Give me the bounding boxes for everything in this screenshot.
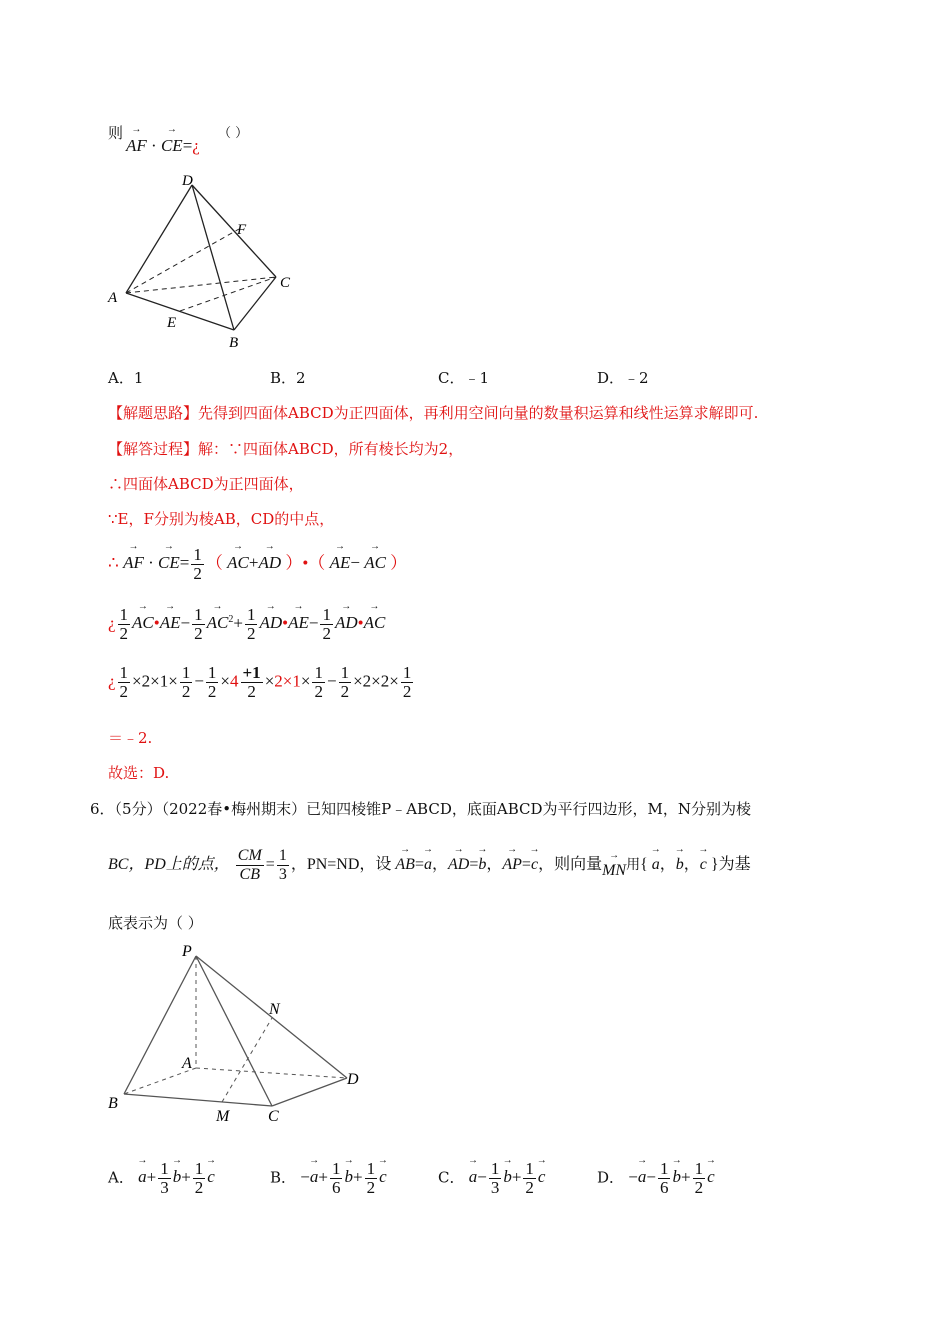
q6-option-d: D． −→ a− $\frac{1}{6}$ → b+ $\frac{1}{2}$ → c — [597, 1160, 715, 1197]
edge-BC — [124, 1094, 272, 1106]
label-D: D — [347, 1071, 359, 1088]
label-E: E — [167, 315, 177, 331]
q6-stem-line2-c: ，则向量 — [538, 856, 603, 874]
q5-result: ＝﹣2. — [108, 729, 153, 747]
label-A: A — [182, 1055, 192, 1072]
q6-option-b: B． −→ a+ $\frac{1}{6}$ → b+ $\frac{1}{2}$ → c — [270, 1160, 387, 1197]
label-C: C — [280, 275, 291, 291]
edge-AD-hidden — [196, 1068, 347, 1078]
q5-stem-expression: → AF · → CE=¿ — [126, 136, 200, 156]
label-M: M — [216, 1108, 230, 1125]
label-D: D — [182, 173, 193, 189]
q5-answer: 故选：D. — [108, 764, 170, 782]
label-C: C — [268, 1108, 279, 1125]
q5-option-d: D．﹣2 — [597, 369, 649, 387]
segment-AF — [126, 229, 239, 293]
idea-text: 先得到四面体ABCD为正四面体，再利用空间向量的数量积运算和线性运算求解即可. — [198, 404, 759, 422]
q6-pyramid-figure — [104, 938, 374, 1128]
label-A: A — [108, 290, 118, 306]
edge-AC-hidden — [126, 277, 276, 293]
edge-BC — [234, 277, 276, 330]
q5-solution-process — [108, 438, 463, 459]
edge-DB — [192, 185, 234, 330]
edge-AB — [126, 293, 234, 330]
q6-score: （5分） — [114, 800, 162, 818]
q5-line-regular: ∴四面体ABCD为正四面体， — [108, 475, 304, 493]
process-text: 解：∵四面体ABCD，所有棱长均为2， — [198, 440, 464, 458]
q5-tetrahedron-figure — [104, 170, 304, 355]
q6-option-a: A． → a+ $\frac{1}{3}$ → b+ $\frac{1}{2}$ → c — [108, 1160, 215, 1197]
q5-step-1: ∴ → AF · → CE= $\frac{1}{2}$ （ → AC+→ AD ）•（ → AE− → AC ） — [108, 546, 407, 583]
label-B: B — [108, 1095, 118, 1112]
q6-stem-line2-b: ，PN=ND，设 — [290, 856, 392, 874]
q5-step-3: ¿ $\frac{1}{2}$ ×2×1× $\frac{1}{2}$ − $\frac{1}{2}$ ×4 $\frac{+1}{2}$ ×2×1× $\frac{1}{2}$ − $\frac{1}{2}$ ×2×2× $\frac{1}{2}$ — [108, 663, 412, 701]
label-B: B — [229, 335, 239, 351]
q5-option-a: A．1 — [108, 369, 144, 387]
edge-CD — [272, 1078, 347, 1106]
q6-header — [90, 798, 751, 819]
label-N: N — [269, 1001, 280, 1018]
q5-option-c: C．﹣1 — [438, 369, 490, 387]
segment-MN — [222, 1018, 272, 1102]
q5-stem-paren: （ ） — [218, 126, 249, 141]
q6-target-vector: → MN — [602, 862, 626, 880]
idea-tag: 【解题思路】 — [108, 404, 199, 422]
edge-PC — [196, 956, 272, 1106]
q6-stem-line1: 已知四棱锥P﹣ABCD，底面ABCD为平行四边形，M，N分别为棱 — [306, 800, 751, 818]
q5-step-2: ¿ $\frac{1}{2}$ → AC•→ AE− $\frac{1}{2}$ → $AC^2+$ $\frac{1}{2}$ → AD•→ AE− $\frac{1}{2}$ → AD•→ AC — [108, 606, 385, 643]
q5-option-b: B．2 — [270, 369, 306, 387]
q6-stem-line2: BC，PD上的点， $\frac{CM}{CB}$ = $\frac{1}{3}$ ，PN=ND，设 → AB=→ a，→ AD=→ b，→ AP=→ c，则向量→ MN用{ → a，→ b，→ c }为基 — [108, 847, 751, 884]
q5-solution-idea — [108, 402, 758, 423]
edge-DA — [126, 185, 192, 293]
edge-PB — [124, 956, 196, 1094]
q5-stem-prefix: 则 — [108, 124, 124, 142]
q6-number: 6． — [90, 800, 115, 818]
q6-stem-line3: 底表示为（ ） — [108, 914, 203, 932]
q6-stem-line2-a: BC，PD上的点， — [108, 856, 230, 874]
q6-source: （2022春•梅州期末） — [161, 800, 307, 818]
q5-line-midpoints: ∵E，F分别为棱AB，CD的中点， — [108, 510, 335, 528]
label-P: P — [182, 943, 192, 960]
edge-DC — [192, 185, 276, 277]
label-F: F — [237, 222, 247, 238]
q6-option-c: C． → a− $\frac{1}{3}$ → b+ $\frac{1}{2}$ → c — [438, 1160, 545, 1197]
process-tag: 【解答过程】 — [108, 440, 199, 458]
